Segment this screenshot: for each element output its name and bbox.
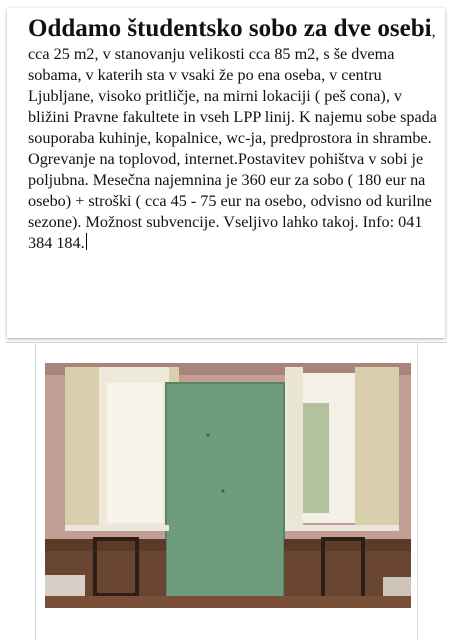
text-cursor <box>86 233 88 250</box>
room-illustration <box>45 363 411 608</box>
ad-title: Oddamo študentsko sobo za dve osebi <box>28 15 432 42</box>
room-photo <box>45 363 411 608</box>
ad-text-panel <box>7 8 445 338</box>
ad-body: , cca 25 m2, v stanovanju velikosti cca 85 m2, s še dvema sobama, v katerih sta v vsaki že po ena oseba, v centru Ljubljane, visoko pritličje, na mirni lokaciji ( peš cona), v bližini Pravne fakultete in vseh LPP linij. K najemu sobe spada souporaba kuhinje, kopalnice, wc-ja, predprostora in shrambe. Ogrevanje na toplovod, internet.Postavitev pohištva v sobi je poljubna. Mesečna najemnina je 360 eur za sobo ( 180 eur na osebo) + stroški ( cca 45 - 75 eur na osebo, odvisno od kurilne sezone). Možnost subvencije. Vseljivo lahko takoj. Info: 041 384 184. <box>28 22 437 252</box>
photo-frame <box>35 343 418 640</box>
